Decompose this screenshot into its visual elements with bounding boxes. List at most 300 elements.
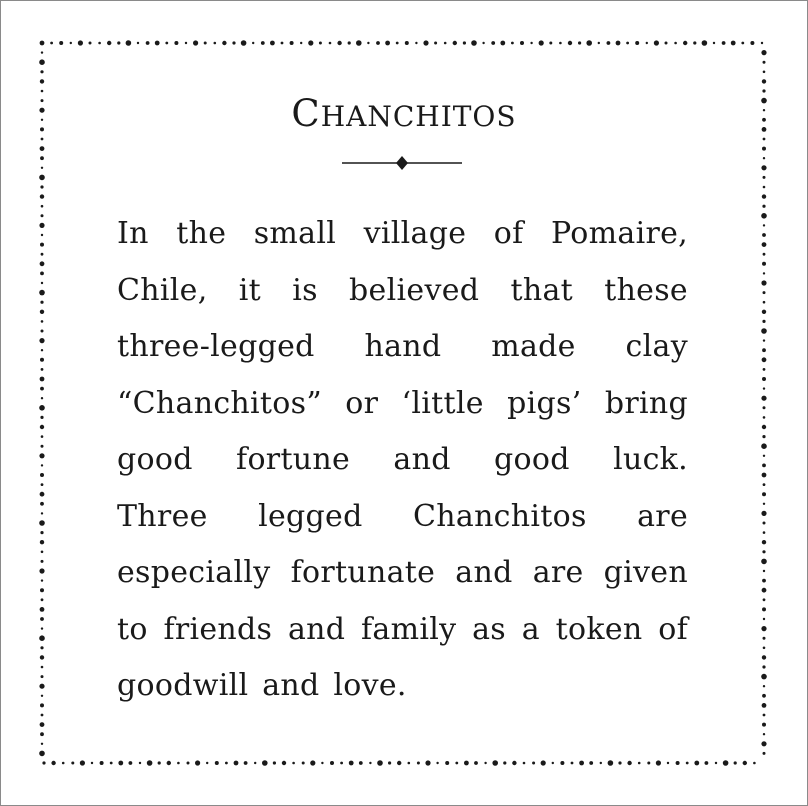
- frame-dot: [40, 301, 43, 304]
- frame-dot: [417, 762, 420, 765]
- frame-dot: [762, 579, 766, 583]
- frame-dot: [762, 233, 766, 237]
- frame-dot: [40, 473, 44, 477]
- frame-dot: [761, 559, 767, 565]
- frame-dot: [762, 655, 766, 659]
- frame-dot: [319, 42, 322, 45]
- frame-dot: [763, 598, 766, 601]
- frame-dot: [492, 760, 498, 766]
- frame-dot: [292, 762, 295, 765]
- frame-dot: [241, 40, 247, 46]
- frame-dot: [635, 41, 639, 45]
- page-title: [0, 92, 808, 135]
- frame-dot: [40, 732, 44, 736]
- frame-dot: [763, 618, 765, 620]
- frame-dot: [763, 339, 765, 341]
- frame-dot: [147, 760, 153, 766]
- body-paragraph: [117, 206, 688, 715]
- frame-dot: [177, 762, 180, 765]
- body-line: to friends and family as a token of: [117, 611, 688, 647]
- frame-dot: [656, 760, 661, 765]
- frame-dot: [40, 646, 43, 649]
- frame-dot: [41, 714, 44, 717]
- body-line: goodwill and love.: [117, 668, 407, 703]
- frame-dot: [270, 41, 275, 46]
- frame-dot: [385, 41, 390, 46]
- frame-dot: [273, 761, 276, 764]
- frame-dot: [359, 761, 363, 765]
- frame-dot: [762, 464, 766, 468]
- frame-dot: [646, 42, 648, 44]
- frame-dot: [568, 41, 572, 45]
- frame-dot: [41, 349, 43, 351]
- frame-dot: [41, 282, 43, 284]
- frame-dot: [40, 79, 44, 83]
- frame-dot: [453, 41, 457, 45]
- frame-dot: [763, 416, 766, 419]
- frame-dot: [41, 551, 44, 554]
- frame-dot: [107, 41, 111, 45]
- frame-dot: [762, 665, 765, 668]
- frame-dot: [425, 760, 430, 765]
- frame-dot: [763, 253, 766, 256]
- frame-dot: [578, 41, 581, 44]
- frame-dot: [579, 761, 584, 766]
- frame-dot: [734, 761, 737, 764]
- frame-dot: [174, 41, 178, 45]
- frame-dot: [206, 762, 208, 764]
- frame-dot: [436, 762, 438, 764]
- frame-dot: [215, 761, 219, 765]
- frame-dot: [471, 40, 477, 46]
- frame-dot: [39, 290, 45, 296]
- frame-dot: [761, 626, 766, 631]
- frame-dot: [40, 272, 44, 276]
- frame-dot: [763, 714, 766, 717]
- frame-dot: [41, 464, 43, 466]
- frame-dot: [762, 492, 766, 496]
- frame-dot: [41, 627, 43, 629]
- frame-dot: [762, 473, 767, 478]
- frame-dot: [349, 761, 354, 766]
- frame-dot: [598, 42, 600, 44]
- frame-dot: [763, 733, 765, 735]
- frame-dot: [763, 685, 765, 687]
- frame-dot: [763, 455, 765, 457]
- frame-dot: [41, 666, 44, 669]
- frame-dot: [559, 42, 562, 45]
- frame-dot: [464, 761, 469, 766]
- frame-dot: [491, 41, 495, 45]
- frame-dot: [763, 531, 766, 534]
- frame-dot: [762, 540, 766, 544]
- frame-dot: [762, 242, 767, 247]
- frame-dot: [282, 761, 286, 765]
- frame-dot: [185, 42, 187, 44]
- frame-dot: [762, 723, 766, 727]
- frame-dot: [762, 147, 766, 151]
- frame-dot: [40, 607, 45, 612]
- frame-dot: [261, 41, 265, 45]
- frame-dot: [356, 40, 362, 46]
- frame-dot: [40, 416, 43, 419]
- frame-dot: [445, 761, 449, 765]
- frame-dot: [761, 280, 766, 285]
- frame-dot: [165, 42, 168, 45]
- frame-dot: [415, 42, 417, 44]
- frame-dot: [302, 762, 305, 765]
- frame-dot: [330, 761, 334, 765]
- frame-dot: [41, 330, 44, 333]
- frame-dot: [281, 42, 284, 45]
- frame-dot: [41, 483, 44, 486]
- frame-dot: [763, 387, 765, 389]
- frame-dot: [686, 762, 689, 765]
- frame-dot: [693, 41, 696, 44]
- frame-dot: [761, 165, 766, 170]
- frame-dot: [482, 42, 484, 44]
- frame-dot: [463, 41, 466, 44]
- frame-dot: [146, 41, 150, 45]
- frame-dot: [193, 40, 198, 45]
- frame-dot: [80, 760, 85, 765]
- frame-dot: [763, 157, 765, 159]
- frame-dot: [70, 42, 72, 44]
- frame-dot: [39, 568, 44, 573]
- frame-dot: [702, 40, 708, 46]
- frame-dot: [753, 762, 756, 765]
- frame-dot: [129, 761, 133, 765]
- frame-dot: [100, 761, 104, 765]
- frame-dot: [434, 42, 437, 45]
- frame-dot: [348, 41, 351, 44]
- frame-dot: [763, 61, 766, 64]
- frame-dot: [762, 703, 767, 708]
- frame-dot: [41, 368, 44, 371]
- frame-dot: [310, 760, 315, 765]
- frame-dot: [40, 531, 43, 534]
- frame-dot: [512, 761, 516, 765]
- frame-dot: [474, 761, 478, 765]
- frame-dot: [762, 262, 766, 266]
- frame-dot: [616, 41, 621, 46]
- frame-dot: [647, 762, 650, 765]
- frame-dot: [40, 146, 45, 151]
- frame-dot: [40, 617, 44, 621]
- frame-dot: [89, 42, 92, 45]
- frame-dot: [600, 762, 602, 764]
- frame-dot: [763, 71, 766, 74]
- frame-dot: [676, 761, 680, 765]
- frame-dot: [41, 234, 43, 236]
- frame-dot: [187, 762, 190, 765]
- frame-dot: [41, 512, 43, 514]
- frame-dot: [763, 186, 766, 189]
- frame-dot: [674, 42, 677, 45]
- frame-dot: [376, 41, 380, 45]
- frame-dot: [40, 425, 44, 429]
- frame-dot: [71, 762, 74, 765]
- frame-dot: [126, 40, 132, 46]
- frame-dot: [397, 761, 401, 765]
- frame-dot: [618, 761, 621, 764]
- frame-dot: [762, 694, 766, 698]
- frame-dot: [608, 760, 614, 766]
- frame-dot: [503, 761, 506, 764]
- frame-dot: [762, 435, 765, 438]
- frame-dot: [408, 762, 411, 765]
- frame-dot: [761, 741, 766, 746]
- frame-dot: [763, 647, 766, 650]
- body-line: three-legged hand made clay: [117, 329, 688, 364]
- frame-dot: [40, 194, 44, 198]
- frame-dot: [41, 205, 44, 208]
- frame-dot: [723, 760, 729, 766]
- frame-dot: [520, 41, 524, 45]
- frame-dot: [713, 42, 715, 44]
- frame-dot: [761, 511, 766, 516]
- frame-dot: [40, 703, 44, 707]
- frame-dot: [39, 59, 45, 65]
- body-line: good fortune and good luck.: [117, 442, 688, 477]
- frame-dot: [40, 243, 44, 247]
- frame-dot: [762, 425, 766, 429]
- frame-dot: [167, 761, 171, 765]
- frame-dot: [762, 607, 766, 611]
- body-line: In the small village of Pomaire,: [117, 216, 688, 251]
- frame-dot: [41, 743, 43, 745]
- body-line: “Chanchitos” or ‘little pigs’ bring: [117, 385, 688, 421]
- frame-dot: [683, 41, 687, 45]
- frame-dot: [321, 762, 323, 764]
- frame-dot: [763, 522, 766, 525]
- frame-dot: [750, 41, 754, 45]
- frame-dot: [39, 635, 45, 641]
- frame-dot: [62, 762, 65, 765]
- frame-dot: [41, 445, 44, 448]
- frame-dot: [367, 42, 369, 44]
- frame-dot: [396, 42, 399, 45]
- frame-dot: [252, 42, 254, 44]
- title-initial: C: [291, 92, 321, 135]
- frame-dot: [763, 291, 766, 294]
- frame-dot: [40, 185, 43, 188]
- frame-dot: [225, 762, 228, 765]
- frame-dot: [118, 761, 123, 766]
- frame-dot: [40, 502, 44, 506]
- frame-dot: [571, 762, 574, 765]
- frame-dot: [638, 762, 641, 765]
- frame-dot: [41, 320, 44, 323]
- frame-dot: [40, 387, 44, 391]
- frame-dot: [607, 41, 611, 45]
- frame-dot: [654, 40, 659, 45]
- body-line: Three legged Chanchitos are: [117, 498, 688, 534]
- frame-dot: [761, 328, 767, 334]
- frame-dot: [41, 253, 44, 256]
- frame-dot: [743, 761, 747, 765]
- frame-dot: [715, 762, 717, 764]
- frame-dot: [59, 41, 63, 45]
- frame-dot: [158, 761, 161, 764]
- frame-dot: [39, 751, 45, 757]
- frame-dot: [50, 42, 53, 45]
- frame-dot: [300, 42, 302, 44]
- frame-dot: [722, 41, 726, 45]
- frame-dot: [762, 588, 767, 593]
- frame-dot: [405, 41, 409, 45]
- frame-dot: [741, 42, 744, 45]
- frame-dot: [40, 588, 44, 592]
- frame-dot: [40, 41, 45, 46]
- frame-dot: [761, 213, 767, 219]
- frame-dot: [552, 762, 554, 764]
- frame-dot: [549, 42, 552, 45]
- frame-dot: [455, 762, 458, 765]
- frame-dot: [762, 550, 765, 553]
- frame-dot: [110, 762, 113, 765]
- frame-dot: [761, 50, 766, 55]
- frame-dot: [694, 761, 699, 766]
- body-line: especially fortunate and are given: [117, 555, 688, 590]
- frame-dot: [40, 358, 44, 362]
- frame-dot: [369, 762, 371, 764]
- frame-dot: [290, 41, 294, 45]
- frame-dot: [42, 761, 45, 764]
- frame-dot: [761, 443, 767, 449]
- frame-dot: [763, 224, 765, 226]
- frame-dot: [39, 520, 45, 526]
- frame-dot: [511, 42, 514, 45]
- frame-dot: [532, 762, 535, 765]
- frame-dot: [39, 453, 44, 458]
- frame-dot: [763, 272, 765, 274]
- frame-dot: [762, 357, 767, 362]
- frame-dot: [41, 695, 43, 697]
- frame-dot: [388, 761, 391, 764]
- body-line: Chile, it is believed that these: [117, 272, 688, 308]
- frame-dot: [78, 40, 83, 45]
- frame-dot: [731, 41, 736, 46]
- frame-dot: [762, 348, 766, 352]
- frame-dot: [40, 70, 43, 73]
- frame-dot: [761, 674, 767, 680]
- frame-dot: [40, 261, 45, 266]
- frame-dot: [761, 396, 766, 401]
- frame-dot: [39, 223, 44, 228]
- frame-dot: [244, 761, 248, 765]
- frame-dot: [560, 761, 564, 765]
- frame-dot: [41, 167, 43, 169]
- frame-dot: [40, 722, 45, 727]
- frame-dot: [308, 40, 313, 45]
- frame-dot: [705, 761, 709, 765]
- frame-dot: [329, 42, 332, 45]
- frame-dot: [337, 41, 341, 45]
- frame-dot: [204, 42, 207, 45]
- frame-dot: [41, 579, 43, 581]
- frame-dot: [51, 761, 55, 765]
- frame-dot: [222, 41, 226, 45]
- frame-dot: [41, 51, 43, 53]
- frame-dot: [586, 40, 592, 46]
- frame-dot: [763, 368, 766, 371]
- frame-dot: [763, 176, 766, 179]
- frame-dot: [139, 762, 141, 764]
- frame-dot: [423, 40, 428, 45]
- frame-dot: [40, 310, 44, 314]
- frame-dot: [541, 760, 546, 765]
- frame-dot: [762, 194, 766, 198]
- frame-dot: [39, 338, 44, 343]
- frame-dot: [761, 42, 763, 44]
- frame-dot: [41, 214, 44, 217]
- frame-dot: [763, 637, 766, 640]
- frame-dot: [589, 761, 593, 765]
- frame-dot: [41, 435, 44, 438]
- frame-dot: [763, 483, 766, 486]
- frame-dot: [667, 762, 669, 764]
- frame-dot: [626, 42, 629, 45]
- frame-dot: [484, 762, 486, 764]
- frame-dot: [40, 655, 44, 659]
- frame-dot: [539, 40, 544, 45]
- frame-dot: [41, 675, 44, 678]
- frame-dot: [39, 175, 45, 181]
- frame-dot: [39, 405, 45, 411]
- frame-dot: [763, 138, 766, 141]
- frame-dot: [763, 301, 766, 304]
- frame-dot: [39, 684, 44, 689]
- frame-dot: [40, 540, 44, 544]
- frame-dot: [523, 762, 526, 765]
- frame-dot: [763, 406, 766, 409]
- frame-dot: [40, 156, 44, 160]
- frame-dot: [262, 760, 268, 766]
- frame-dot: [117, 41, 120, 44]
- frame-dot: [665, 42, 668, 45]
- frame-dot: [763, 752, 766, 755]
- frame-dot: [530, 42, 532, 44]
- frame-dot: [155, 41, 160, 46]
- frame-dot: [232, 41, 235, 44]
- frame-dot: [762, 377, 766, 381]
- frame-dot: [762, 205, 765, 208]
- frame-dot: [98, 42, 101, 45]
- title-rest: HANCHITOS: [320, 100, 517, 133]
- frame-dot: [377, 760, 383, 766]
- frame-dot: [763, 503, 765, 505]
- frame-dot: [41, 560, 44, 563]
- frame-dot: [41, 397, 43, 399]
- frame-dot: [340, 762, 343, 765]
- frame-dot: [254, 762, 256, 764]
- frame-dot: [444, 42, 447, 45]
- frame-dot: [40, 377, 45, 382]
- frame-dot: [214, 42, 217, 45]
- frame-dot: [40, 492, 45, 497]
- frame-dot: [41, 598, 44, 601]
- frame-dot: [763, 570, 765, 572]
- frame-dot: [41, 138, 44, 141]
- diamond-divider-icon: [340, 153, 464, 173]
- frame-dot: [195, 760, 200, 765]
- frame-dot: [762, 310, 766, 314]
- frame-dot: [762, 79, 766, 83]
- frame-dot: [627, 761, 631, 765]
- frame-dot: [91, 762, 93, 764]
- frame-dot: [234, 761, 239, 766]
